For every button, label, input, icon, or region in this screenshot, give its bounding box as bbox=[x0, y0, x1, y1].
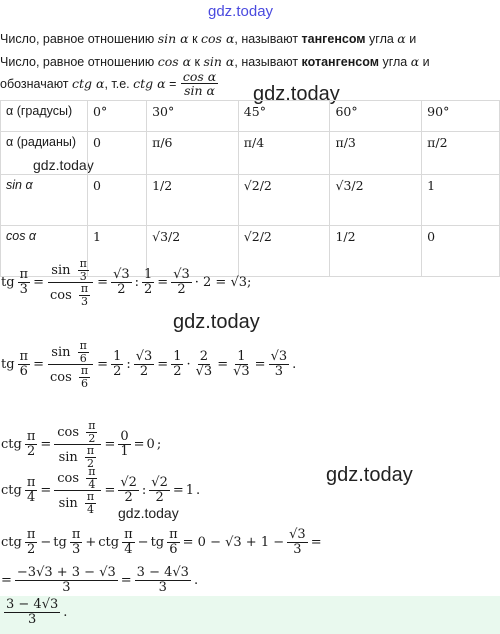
equation-simplify: = $\frac{-3√3 + 3 - √3}{3}$ = $\frac{3 - 4√3}{3}$ . bbox=[1, 565, 199, 595]
table-cell: 1 bbox=[422, 175, 500, 226]
intro-line-2: Число, равное отношению cos α к sin α, называют котангенсом угла α и bbox=[0, 54, 430, 69]
table-row bbox=[1, 175, 500, 226]
table-cell: √2/2 bbox=[238, 226, 330, 277]
answer: $\frac{3 - 4√3}{3}$ . bbox=[6, 597, 68, 627]
equation-tg-pi-3: tg $\frac{\pi}{3}$ = sin $\frac{\pi}{3}$ cos $\frac{\pi}{3}$ = $\frac{√3}{2}$ : $\frac{1}{2}$ = $\frac{√3}{2}$ · 2 = √3; bbox=[1, 257, 252, 308]
table-cell: 1/2 bbox=[330, 226, 422, 277]
table-cell: 60° bbox=[330, 101, 422, 132]
watermark-2: gdz.today bbox=[33, 157, 94, 173]
equation-tg-pi-6: tg $\frac{\pi}{6}$ = sin $\frac{\pi}{6}$ cos $\frac{\pi}{6}$ = $\frac{1}{2}$ : $\frac{√3}{2}$ = $\frac{1}{2}$ · $\frac{2}{√3}$ = $\frac{1}{√3}$ = $\frac{√3}{3}$ . bbox=[1, 339, 297, 390]
trig-values-table bbox=[0, 100, 500, 277]
watermark-3: gdz.today bbox=[173, 311, 260, 333]
watermark-1: gdz.today bbox=[253, 83, 340, 105]
table-cell: 0 bbox=[422, 226, 500, 277]
table-cell: 1/2 bbox=[147, 175, 239, 226]
table-cell: √2/2 bbox=[238, 175, 330, 226]
table-cell: √3/2 bbox=[330, 175, 422, 226]
equation-combination: ctg $\frac{\pi}{2}$ − tg $\frac{\pi}{3}$ + ctg $\frac{\pi}{4}$ − tg $\frac{\pi}{6}$ = 0 − √3 + 1 − $\frac{√3}{3}$ = bbox=[1, 527, 322, 557]
table-cell: 90° bbox=[422, 101, 500, 132]
intro-line-3: обозначают ctg α , т.е. ctg α = $\frac{\text{cos α}}{\text{sin α}}$ bbox=[0, 69, 217, 99]
equation-ctg-pi-4: ctg $\frac{\pi}{4}$ = cos $\frac{\pi}{4}$ sin $\frac{\pi}{4}$ = $\frac{√2}{2}$ : $\frac{√2}{2}$ = 1 . bbox=[1, 465, 201, 516]
table-cell: π/4 bbox=[238, 132, 330, 175]
table-cell: 1 bbox=[88, 226, 147, 277]
table-cell: α (радианы) bbox=[1, 132, 88, 175]
watermark-5: gdz.today bbox=[118, 505, 179, 521]
table-cell: sin α bbox=[1, 175, 88, 226]
table-cell: π/3 bbox=[330, 132, 422, 175]
ctg-def-fraction: $\frac{\text{cos α}}{\text{sin α}}$ bbox=[182, 69, 217, 99]
table-cell: √3/2 bbox=[147, 226, 239, 277]
table-cell: 0 bbox=[88, 175, 147, 226]
table-row bbox=[1, 101, 500, 132]
equation-ctg-pi-2: ctg $\frac{\pi}{2}$ = cos $\frac{\pi}{2}$ sin $\frac{\pi}{2}$ = $\frac{0}{1}$ = 0 ; bbox=[1, 419, 162, 470]
table-cell: 0° bbox=[88, 101, 147, 132]
table-cell: cos α bbox=[1, 226, 88, 277]
table-cell: 30° bbox=[147, 101, 239, 132]
intro-line-1: Число, равное отношению sin α к cos α, называют тангенсом угла α и bbox=[0, 31, 417, 46]
table-cell: 45° bbox=[238, 101, 330, 132]
table-row bbox=[1, 132, 500, 175]
table-cell: π/6 bbox=[147, 132, 239, 175]
answer-highlight bbox=[0, 596, 500, 634]
watermark-top: gdz.today bbox=[208, 3, 274, 20]
table-cell: 0 bbox=[88, 132, 147, 175]
table-cell: α (градусы) bbox=[1, 101, 88, 132]
table-cell: π/2 bbox=[422, 132, 500, 175]
watermark-4: gdz.today bbox=[326, 464, 413, 486]
